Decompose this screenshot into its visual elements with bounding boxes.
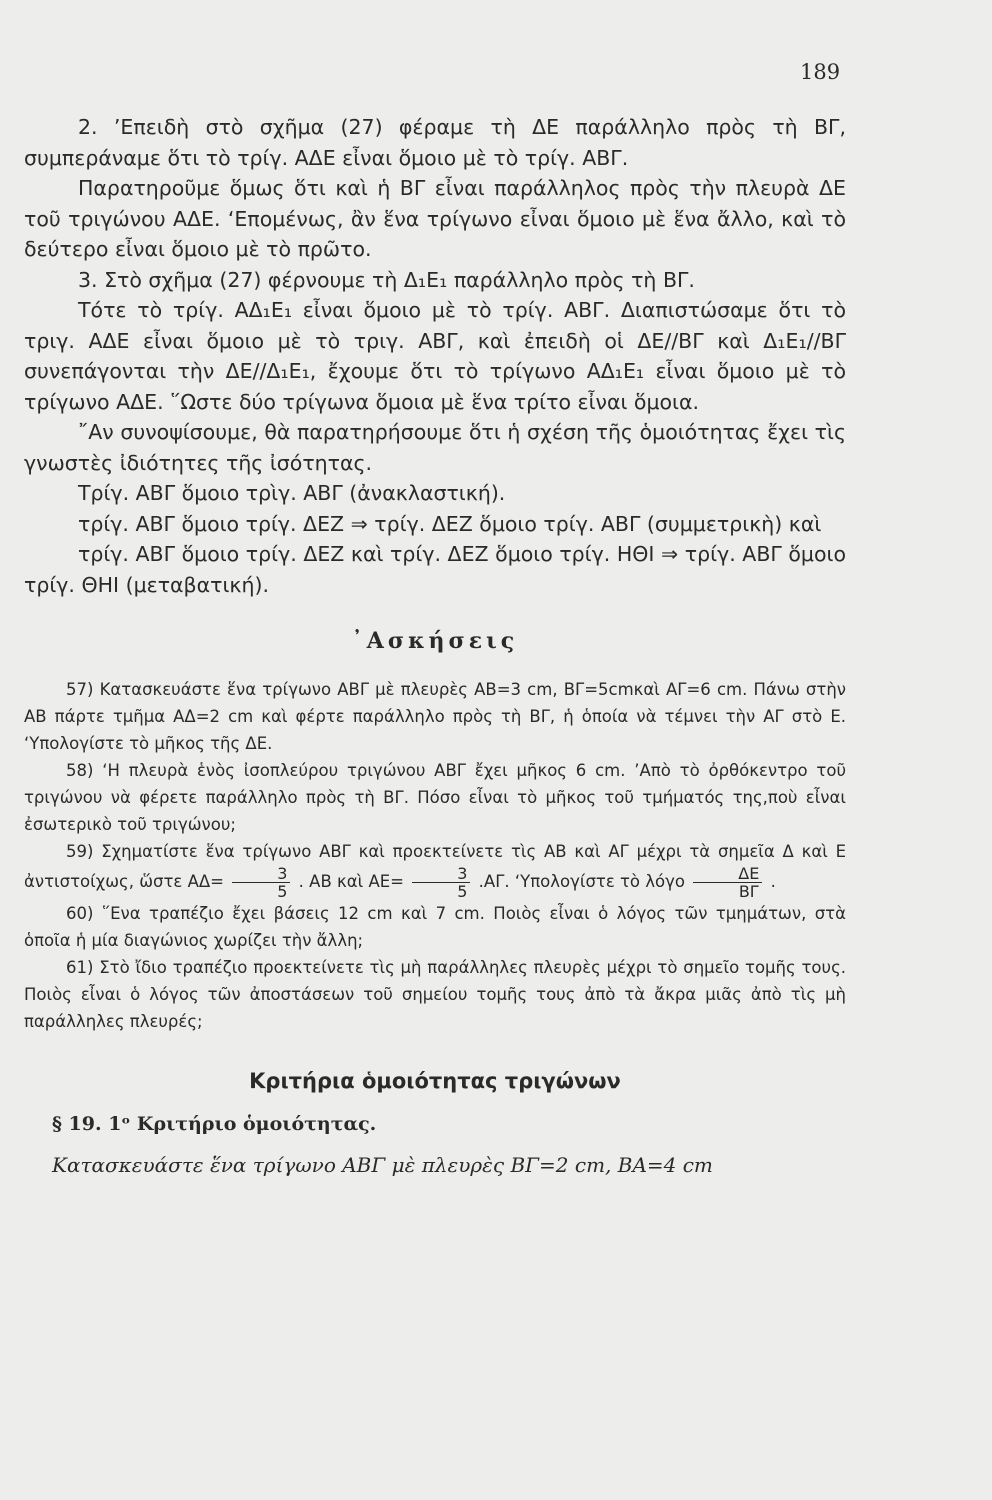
paragraph-transitive-proof: Τότε τὸ τρίγ. ΑΔ₁Ε₁ εἶναι ὅμοιο μὲ τὸ τρίγ. ΑΒΓ. Διαπιστώσαμε ὅτι τὸ τριγ. ΑΔΕ εἶναι ὅμοιο μὲ τὸ τριγ. ΑΒΓ, καὶ ἐπειδὴ οἱ ΔΕ//ΒΓ καὶ Δ₁Ε₁//ΒΓ συνεπάγονται τὴν ΔΕ//Δ₁Ε₁, ἔχουμε ὅτι τὸ τρίγωνο ΑΔ₁Ε₁ εἶναι ὅμοιο μὲ τὸ τρίγωνο ΑΔΕ. ῞Ωστε δύο τρίγωνα ὅμοια μὲ ἕνα τρίτο εἶναι ὅμοια.	[24, 298, 846, 414]
page-number: 189	[800, 60, 841, 84]
main-text	[24, 112, 846, 1177]
fraction-denominator: ΒΓ	[738, 882, 759, 901]
exercise-61: 61) Στὸ ἴδιο τραπέζιο προεκτείνετε τὶς μὴ παράλληλες πλευρὲς μέχρι τὸ σημεῖο τομῆς τους. Ποιὸς εἶναι ὁ λόγος τῶν ἀποστάσεων τοῦ σημείου τομῆς τους ἀπὸ τὰ ἄκρα μιᾶς ἀπὸ τὶς μὴ παράλληλες πλευρές;	[24, 958, 846, 1031]
paragraph-observation: Παρατηροῦμε ὅμως ὅτι καὶ ἡ ΒΓ εἶναι παράλληλος πρὸς τὴν πλευρὰ ΔΕ τοῦ τριγώνου ΑΔΕ. ‘Επομένως, ἂν ἕνα τρίγωνο εἶναι ὅμοιο μὲ ἕνα ἄλλο, καὶ τὸ δεύτερο εἶναι ὅμοιο μὲ τὸ πρῶτο.	[24, 176, 846, 261]
section-title: Κριτήρια ὁμοιότητας τριγώνων	[249, 1069, 621, 1093]
fraction-numerator: 3	[232, 865, 290, 883]
fraction-denominator: 5	[457, 882, 468, 901]
construction-instruction: Κατασκευάστε ἕνα τρίγωνο ΑΒΓ μὲ πλευρὲς ΒΓ=2 cm, ΒΑ=4 cm	[52, 1153, 713, 1177]
paragraph-2: 2. ’Επειδὴ στὸ σχῆμα (27) φέραμε τὴ ΔΕ παράλληλο πρὸς τὴ ΒΓ, συμπεράναμε ὅτι τὸ τρίγ. ΑΔΕ εἶναι ὅμοιο μὲ τὸ τρίγ. ΑΒΓ.	[24, 115, 846, 170]
paragraph-3: 3. Στὸ σχῆμα (27) φέρνουμε τὴ Δ₁Ε₁ παράλληλο πρὸς τὴ ΒΓ.	[78, 267, 695, 292]
exercise-60: 60) ῞Ενα τραπέζιο ἔχει βάσεις 12 cm καὶ 7 cm. Ποιὸς εἶναι ὁ λόγος τῶν τμημάτων, στὰ ὁποῖα ἡ μία διαγώνιος χωρίζει τὴν ἄλλη;	[24, 904, 846, 950]
exercise-59-text-d: .	[770, 872, 776, 891]
subsection-title: § 19. 1ᵒ Κριτήριο ὁμοιότητας.	[52, 1113, 377, 1135]
fraction-de-bg	[693, 865, 762, 900]
property-reflexive: Τρίγ. ΑΒΓ ὅμοιο τρὶγ. ΑΒΓ (ἀνακλαστική).	[78, 481, 506, 505]
paragraph-summary: ῎Αν συνοψίσουμε, θὰ παρατηρήσουμε ὅτι ἡ σχέση τῆς ὁμοιότητας ἔχει τὶς γνωστὲς ἰδιότητες τῆς ἰσότητας.	[24, 420, 846, 475]
exercise-58: 58) ‘Η πλευρὰ ἑνὸς ἰσοπλεύρου τριγώνου ΑΒΓ ἔχει μῆκος 6 cm. ’Απὸ τὸ ὀρθόκεντρο τοῦ τριγώνου νὰ φέρετε παράλληλο πρὸς τὴ ΒΓ. Πόσο εἶναι τὸ μῆκος τοῦ τμήματός της,ποὺ εἶναι ἐσωτερικὸ τοῦ τριγώνου;	[24, 761, 846, 834]
fraction-denominator: 5	[277, 882, 288, 901]
exercises-heading: ᾿Ασκήσεις	[351, 628, 519, 654]
exercise-57: 57) Κατασκευάστε ἕνα τρίγωνο ΑΒΓ μὲ πλευρὲς ΑΒ=3 cm, ΒΓ=5cmκαὶ ΑΓ=6 cm. Πάνω στὴν ΑΒ πάρτε τμῆμα ΑΔ=2 cm καὶ φέρτε παράλληλο πρὸς τὴ ΒΓ, ἡ ὁποία νὰ τέμνει τὴν ΑΓ στὸ Ε. ‘Υπολογίστε τὸ μῆκος τῆς ΔΕ.	[24, 680, 846, 753]
exercise-59-text-b: . ΑΒ καὶ ΑΕ=	[298, 872, 404, 891]
exercise-59	[24, 838, 846, 900]
exercise-59-text-c: .ΑΓ. ‘Υπολογίστε τὸ λόγο	[478, 872, 685, 891]
fraction-numerator: ΔΕ	[693, 865, 762, 883]
fraction-numerator: 3	[412, 865, 470, 883]
exercise-59-text-a: 59) Σχηματίστε ἕνα τρίγωνο ΑΒΓ καὶ προεκτείνετε τὶς ΑΒ καὶ ΑΓ μέχρι τὰ σημεῖα Δ καὶ Ε ἀντιστοίχως, ὥστε ΑΔ=	[24, 842, 846, 891]
property-symmetric: τρίγ. ΑΒΓ ὅμοιο τρίγ. ΔΕΖ ⇒ τρίγ. ΔΕΖ ὅμοιο τρίγ. ΑΒΓ (συμμετρικὴ) καὶ	[78, 511, 822, 536]
fraction-3-5-first	[232, 865, 290, 900]
property-transitive: τρίγ. ΑΒΓ ὅμοιο τρίγ. ΔΕΖ καὶ τρίγ. ΔΕΖ ὅμοιο τρίγ. ΗΘΙ ⇒ τρίγ. ΑΒΓ ὅμοιο τρίγ. ΘΗΙ (μεταβατική).	[24, 542, 846, 597]
fraction-3-5-second	[412, 865, 470, 900]
